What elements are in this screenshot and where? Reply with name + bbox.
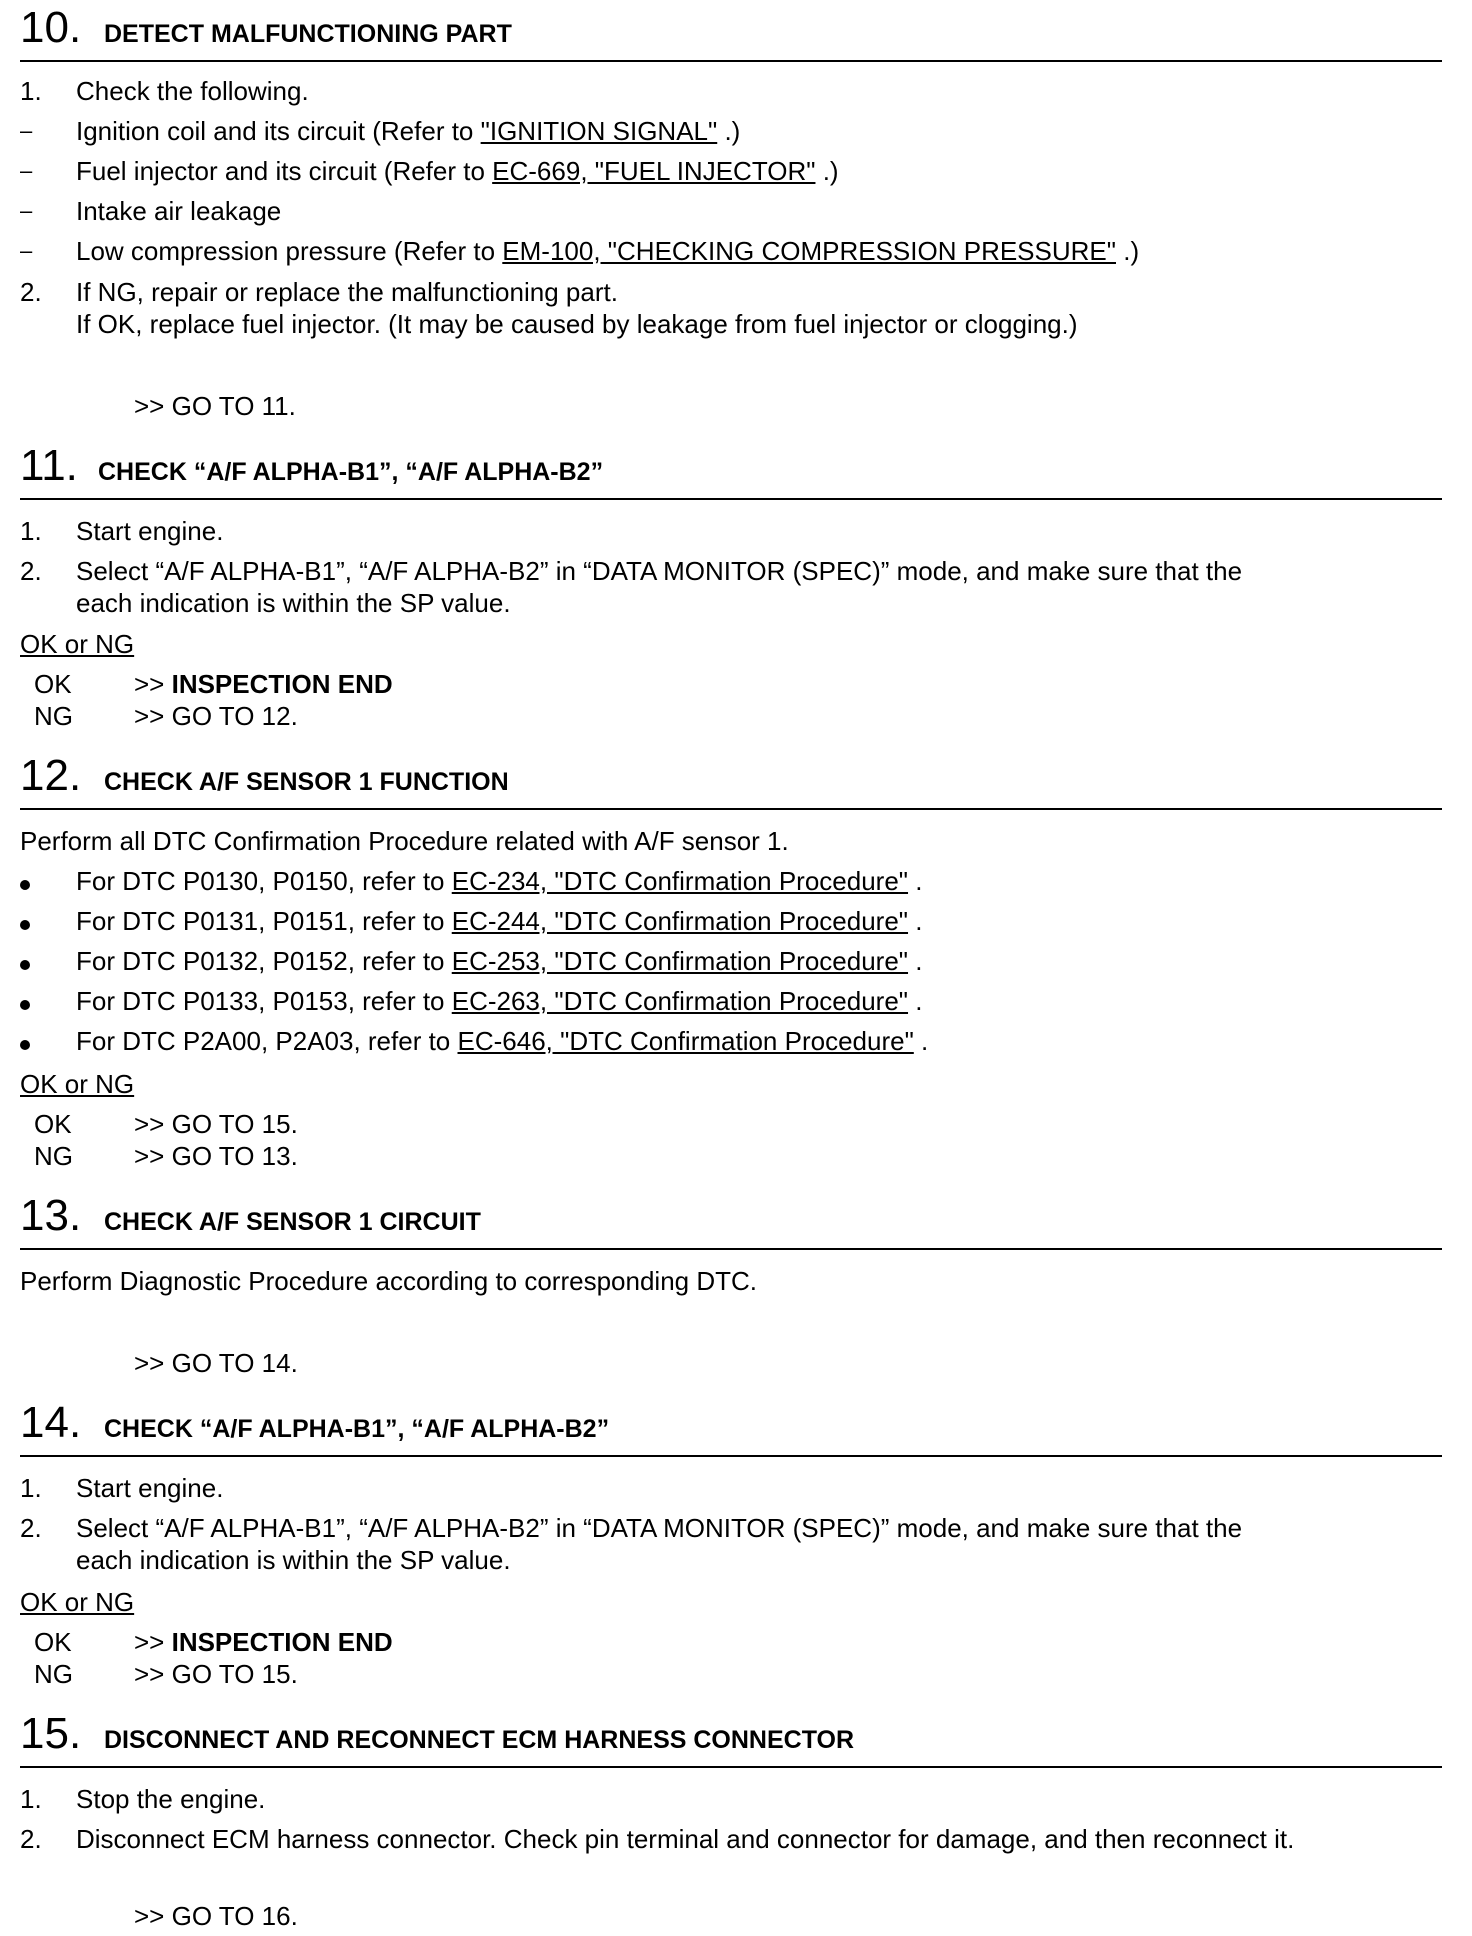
goto-11: >> GO TO 11.: [134, 391, 296, 421]
ec-234-link[interactable]: EC-234, "DTC Confirmation Procedure": [451, 866, 909, 896]
ignition-signal-link[interactable]: "IGNITION SIGNAL": [480, 116, 718, 146]
section-number: 15.: [20, 1709, 82, 1758]
bullet-icon: [20, 960, 30, 970]
ec-244-link[interactable]: EC-244, "DTC Confirmation Procedure": [451, 906, 909, 936]
fuel-injector-link[interactable]: EC-669, "FUEL INJECTOR": [492, 156, 816, 186]
document-page: 10. DETECT MALFUNCTIONING PART 1. Check the following. – Ignition coil and its circuit (Refer to "IGNITION SIGNAL" .) – Fuel injector and its circuit (Refer to EC-669, "FUEL INJECTOR" .) – Intake air leakage – Low compression pressure (Refer to EM-100, "CHECKING COMPRESSION PRESSURE" .) 2. If NG, repair or replace the malfunctioning part. If OK, replace fuel injector. (It may be caused by leakage from fuel injector or clogging.) >> GO TO 11. 11. CHECK “A/F ALPHA-B1”, “A/F ALPHA-B2” 1. Start engine. 2. Select “A/F ALPHA-B1”, “A/F ALPHA-B2” in “DATA MONITOR (SPEC)” mode, and make sure that the each indication is within the SP value. OK or NG OK >> INSPECTION END NG >> GO TO 12. 12. CHECK A/F SENSOR 1 FUNCTION Perform all DTC Confirmation Procedure related with A/F sensor 1. For DTC P0130, P0150, refer to EC-234, "DTC Confirmation Procedure" . For DTC P0131, P0151, refer to EC-244, "DTC Confirmation Procedure" . For DTC P0132, P0152, refer to EC-253, "DTC Confirmation Procedure" . For DTC P0133, P0153, refer to EC-263, "DTC Confirmation Procedure" . For DTC P2A00, P2A03, refer to EC-646, "DTC Confirmation Procedure" . OK or NG OK >> GO TO 15. NG >> GO TO 13. 13. CHECK A/F SENSOR 1 CIRCUIT Perform Diagnostic Procedure according to corresponding DTC. >> GO TO 14. 14. CHECK “A/F ALPHA-B1”, “A/F ALPHA-B2” 1. Start engine. 2. Select “A/F ALPHA-B1”, “A/F ALPHA-B2” in “DATA MONITOR (SPEC)” mode, and make sure that the each indication is within the SP value. OK or NG OK >> INSPECTION END NG >> GO TO 15. 15. DISCONNECT AND RECONNECT ECM HARNESS CONNECTOR 1. Stop the engine. 2. Disconnect ECM harness connector. Check pin terminal and connector for damage, and then reconnect it. >> GO TO 16.: [20, 0, 1442, 1936]
section-intro: Perform Diagnostic Procedure according to corresponding DTC.: [20, 1266, 758, 1296]
section-title: CHECK “A/F ALPHA-B1”, “A/F ALPHA-B2”: [104, 1415, 610, 1443]
ec-263-link[interactable]: EC-263, "DTC Confirmation Procedure": [451, 986, 909, 1016]
section-15-header: [20, 1709, 1442, 1768]
goto-14: >> GO TO 14.: [134, 1348, 298, 1378]
section-intro: Perform all DTC Confirmation Procedure related with A/F sensor 1.: [20, 826, 789, 856]
section-title: DETECT MALFUNCTIONING PART: [104, 20, 512, 48]
ok-or-ng-label: OK or NG: [20, 1587, 135, 1617]
compression-pressure-link[interactable]: EM-100, "CHECKING COMPRESSION PRESSURE": [502, 236, 1116, 266]
ok-or-ng-label: OK or NG: [20, 1069, 135, 1099]
ec-253-link[interactable]: EC-253, "DTC Confirmation Procedure": [451, 946, 909, 976]
section-title: DISCONNECT AND RECONNECT ECM HARNESS CONNECTOR: [104, 1726, 855, 1754]
ok-or-ng-label: OK or NG: [20, 629, 135, 659]
section-12-header: [20, 751, 1442, 810]
bullet-icon: [20, 920, 30, 930]
section-number: 14.: [20, 1398, 82, 1447]
section-number: 12.: [20, 751, 82, 800]
section-number: 10.: [20, 3, 82, 52]
section-number: 11.: [20, 441, 78, 490]
section-title: CHECK “A/F ALPHA-B1”, “A/F ALPHA-B2”: [98, 458, 604, 486]
section-14-header: [20, 1398, 1442, 1457]
bullet-icon: [20, 880, 30, 890]
ec-646-link[interactable]: EC-646, "DTC Confirmation Procedure": [457, 1026, 914, 1056]
section-13-header: [20, 1191, 1442, 1250]
bullet-icon: [20, 1000, 30, 1010]
bullet-icon: [20, 1040, 30, 1050]
section-title: CHECK A/F SENSOR 1 FUNCTION: [104, 768, 509, 796]
section-10-header: [20, 3, 1442, 62]
goto-16: >> GO TO 16.: [134, 1901, 298, 1931]
section-11-header: [20, 441, 1442, 500]
section-title: CHECK A/F SENSOR 1 CIRCUIT: [104, 1208, 481, 1236]
section-number: 13.: [20, 1191, 82, 1240]
